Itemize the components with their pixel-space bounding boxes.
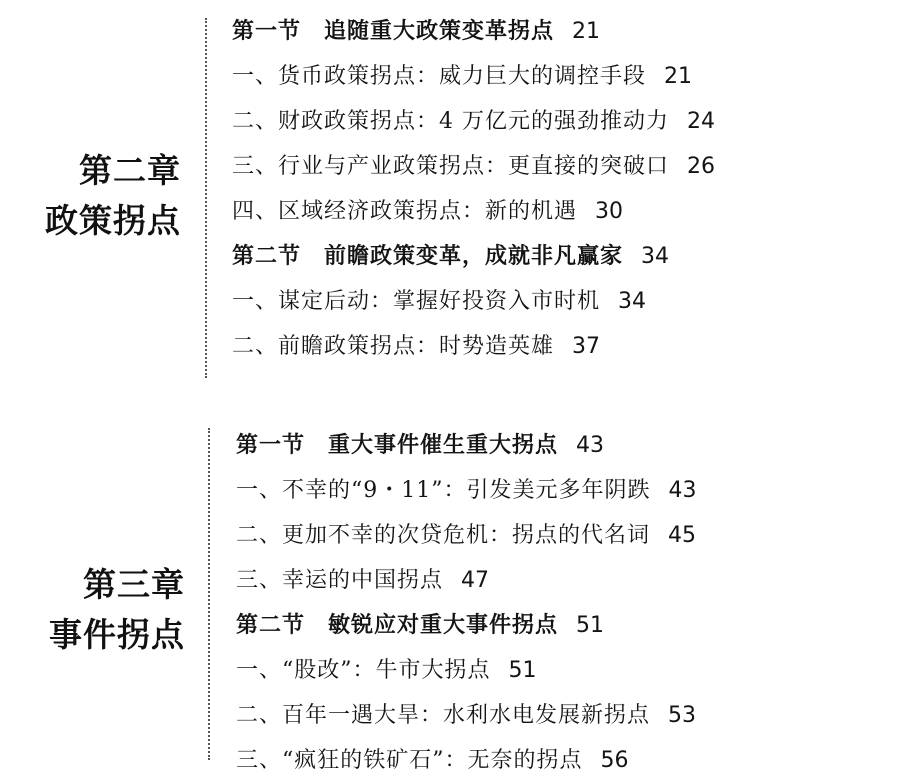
chapter-number: 第三章 — [83, 565, 185, 604]
toc-title: 一、“股改”：牛市大拐点 — [236, 658, 491, 683]
toc-item[interactable] — [232, 189, 715, 234]
toc-page: 37 — [572, 334, 601, 359]
toc-list — [236, 423, 697, 783]
toc-title: 二、百年一遇大旱：水利水电发展新拐点 — [236, 703, 651, 728]
dotted-divider — [205, 18, 207, 378]
chapter-number: 第二章 — [79, 151, 181, 190]
toc-page: 34 — [618, 289, 647, 314]
toc-page: 43 — [668, 478, 697, 503]
chapter-heading — [49, 560, 185, 660]
toc-page: 24 — [687, 109, 715, 134]
toc-section[interactable] — [236, 603, 697, 648]
toc-section[interactable] — [236, 423, 697, 468]
toc-title: 三、行业与产业政策拐点：更直接的突破口 — [232, 154, 670, 179]
toc-title: 四、区域经济政策拐点：新的机遇 — [232, 199, 578, 224]
dotted-divider — [208, 428, 210, 760]
toc-item[interactable] — [232, 54, 715, 99]
chapter-title: 事件拐点 — [49, 615, 185, 654]
toc-section[interactable] — [232, 234, 715, 279]
toc-title: 第一节 重大事件催生重大拐点 — [236, 433, 559, 458]
toc-item[interactable] — [236, 648, 697, 693]
toc-page: 30 — [595, 199, 624, 224]
toc-item[interactable] — [236, 468, 697, 513]
toc-title: 一、货币政策拐点：威力巨大的调控手段 — [232, 64, 647, 89]
toc-section[interactable] — [232, 9, 715, 54]
toc-item[interactable] — [232, 324, 715, 369]
toc-title: 第二节 敏锐应对重大事件拐点 — [236, 613, 559, 638]
toc-title: 三、幸运的中国拐点 — [236, 568, 444, 593]
toc-title: 二、前瞻政策拐点：时势造英雄 — [232, 334, 555, 359]
toc-page: 43 — [576, 433, 605, 458]
chapter-block-3 — [0, 420, 903, 773]
toc-item[interactable] — [236, 513, 697, 558]
toc-item[interactable] — [232, 279, 715, 324]
toc-item[interactable] — [232, 99, 715, 144]
toc-title: 二、财政政策拐点：4 万亿元的强劲推动力 — [232, 109, 669, 134]
toc-page: 34 — [641, 244, 670, 269]
toc-page: 45 — [668, 523, 697, 548]
toc-page: 56 — [600, 748, 629, 773]
toc-page: 51 — [508, 658, 537, 683]
chapter-block-2 — [0, 0, 903, 380]
toc-page: 26 — [687, 154, 716, 179]
chapter-title: 政策拐点 — [45, 201, 181, 240]
toc-list — [232, 9, 715, 369]
toc-item[interactable] — [232, 144, 715, 189]
toc-title: 一、不幸的“9・11”：引发美元多年阴跌 — [236, 478, 651, 503]
toc-item[interactable] — [236, 738, 697, 783]
toc-title: 第二节 前瞻政策变革，成就非凡赢家 — [232, 244, 624, 269]
toc-page: 47 — [461, 568, 490, 593]
toc-item[interactable] — [236, 558, 697, 603]
toc-title: 二、更加不幸的次贷危机：拐点的代名词 — [236, 523, 651, 548]
toc-title: 一、谋定后动：掌握好投资入市时机 — [232, 289, 601, 314]
toc-title: 三、“疯狂的铁矿石”：无奈的拐点 — [236, 748, 583, 773]
toc-page: 51 — [576, 613, 605, 638]
toc-item[interactable] — [236, 693, 697, 738]
toc-page: 21 — [572, 19, 601, 44]
toc-page: 53 — [668, 703, 697, 728]
chapter-heading — [45, 146, 181, 246]
toc-page: 21 — [664, 64, 693, 89]
toc-title: 第一节 追随重大政策变革拐点 — [232, 19, 555, 44]
